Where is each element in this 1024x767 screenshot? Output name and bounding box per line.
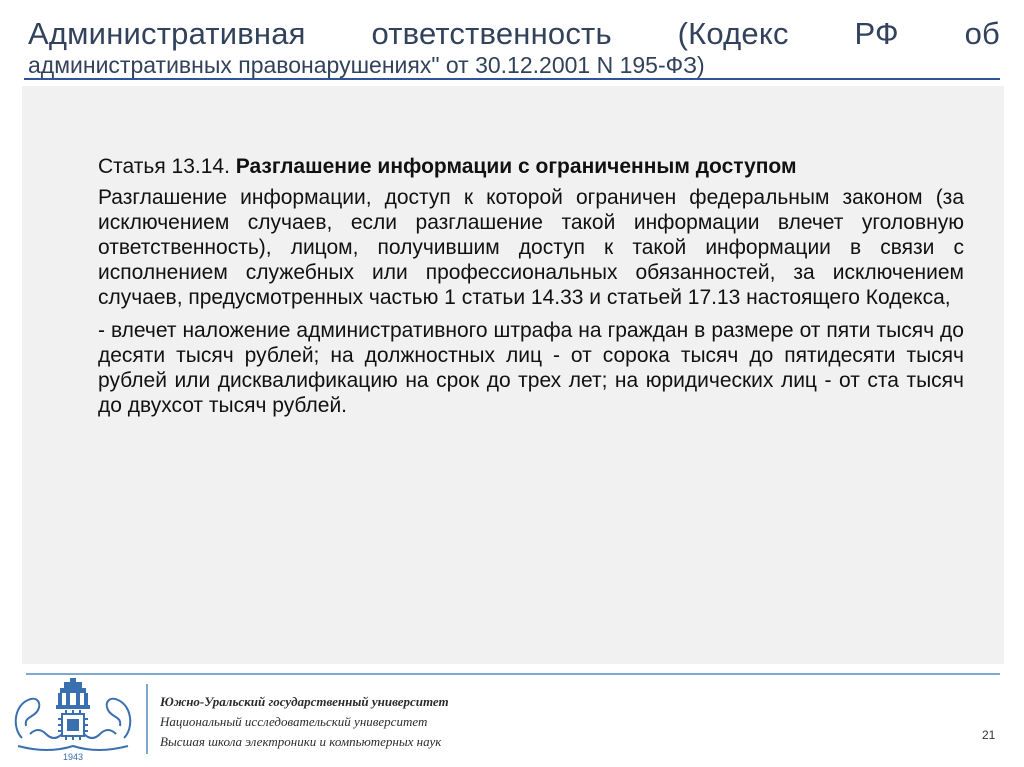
university-name: Южно-Уральский государственный университет: [160, 694, 449, 709]
footer-rule: [26, 673, 1000, 675]
article-body: [98, 154, 964, 426]
university-logo-icon: [8, 676, 138, 764]
title-line-1: Административная ответственность (Кодекс РФ об: [28, 16, 1000, 51]
logo-year: 1943: [62, 752, 84, 762]
footer-divider: [146, 684, 148, 754]
slide-title: [28, 18, 1000, 78]
footer-info: [160, 692, 449, 752]
article-heading: [98, 154, 964, 179]
title-line-2: административных правонарушениях" от 30.12.2001 N 195-ФЗ): [28, 52, 705, 78]
page-number: 21: [982, 728, 996, 742]
title-underline: [24, 78, 1000, 80]
article-title: Разглашение информации с ограниченным доступом: [235, 155, 797, 178]
article-number: Статья 13.14.: [98, 155, 230, 178]
university-status: Национальный исследовательский университет: [160, 714, 428, 729]
school-name: Высшая школа электроники и компьютерных наук: [160, 734, 442, 749]
article-paragraph-2: - влечет наложение административного штрафа на граждан в размере от пяти тысяч до десяти тысяч рублей; на должностных лиц - от сорока тысяч до пятидесяти тысяч рублей или дисквалификацию на срок до трех лет; на юридических лиц - от ста тысяч до двухсот тысяч рублей.: [98, 319, 964, 417]
article-paragraph-1: Разглашение информации, доступ к которой ограничен федеральным законом (за исключением случаев, если разглашение такой информации влечет уголовную ответственность), лицом, получившим доступ к такой информации в связи с исполнением служебных или профессиональных обязанностей, за исключением случаев, предусмотренных частью 1 статьи 14.33 и статьей 17.13 настоящего Кодекса,: [98, 186, 964, 309]
